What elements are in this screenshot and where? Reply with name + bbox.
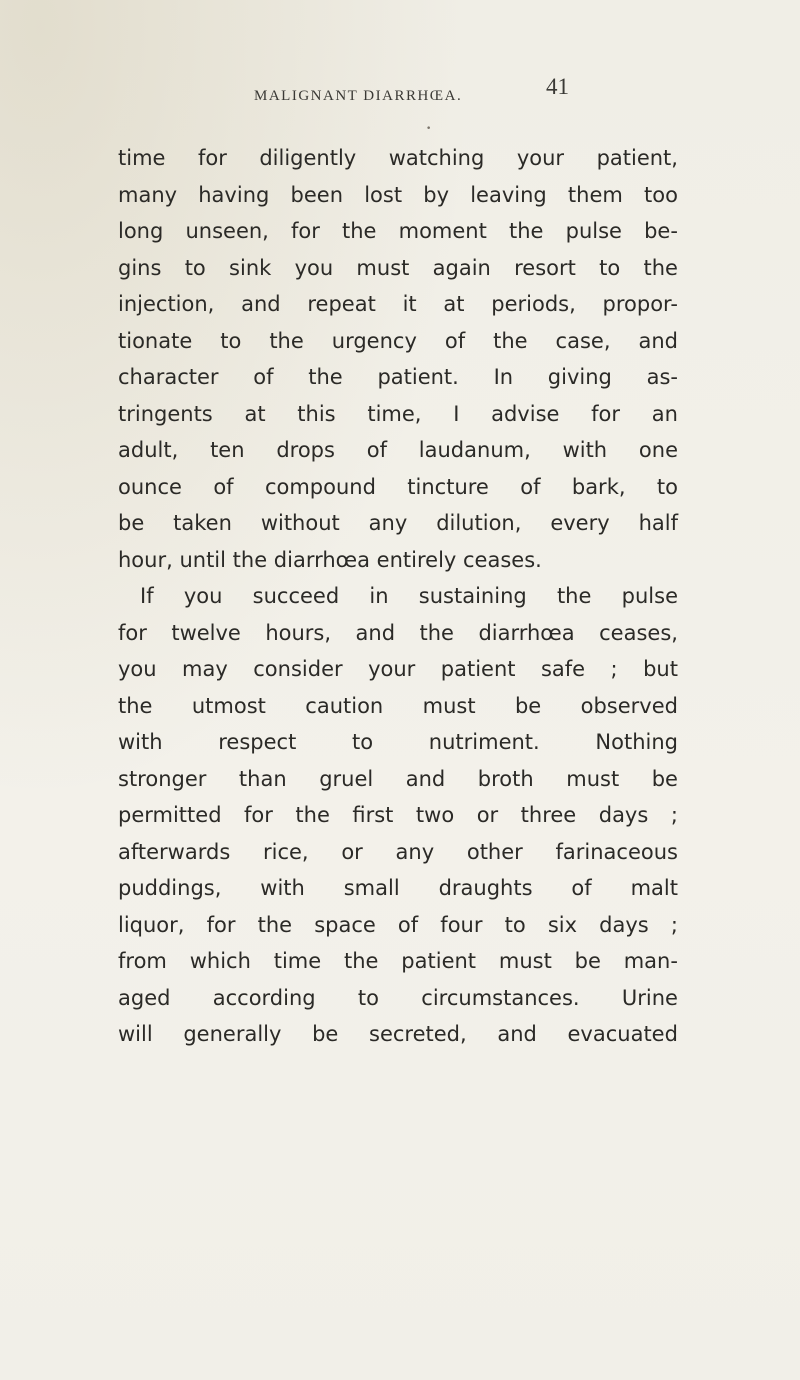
text-line: the utmost caution must be observed: [118, 693, 678, 718]
text-line: with respect to nutriment. Nothing: [118, 730, 678, 754]
text-line: injection, and repeat it at periods, propor-: [118, 292, 678, 316]
text-line: time for diligently watching your patient,: [118, 146, 678, 170]
text-line: stronger than gruel and broth must be: [118, 766, 678, 791]
text-line: from which time the patient must be man-: [118, 949, 678, 973]
page-number: 41: [546, 74, 569, 99]
text-line: for twelve hours, and the diarrhœa ceases,: [118, 620, 678, 645]
text-line: liquor, for the space of four to six days ;: [118, 912, 678, 937]
text-line: will generally be secreted, and evacuated: [118, 1022, 678, 1046]
running-title: MALIGNANT DIARRHŒA.: [254, 88, 463, 104]
text-line: tionate to the urgency of the case, and: [118, 328, 678, 353]
text-line: character of the patient. In giving as-: [118, 365, 678, 389]
text-line: many having been lost by leaving them too: [118, 182, 678, 207]
text-line: ounce of compound tincture of bark, to: [118, 474, 678, 499]
text-line: you may consider your patient safe ; but: [118, 657, 678, 681]
text-line: If you succeed in sustaining the pulse: [140, 584, 678, 608]
text-line: long unseen, for the moment the pulse be-: [118, 219, 678, 243]
text-line: aged according to circumstances. Urine: [118, 985, 678, 1010]
text-line: tringents at this time, I advise for an: [118, 401, 678, 426]
text-line: puddings, with small draughts of malt: [118, 876, 678, 900]
text-line: hour, until the diarrhœa entirely ceases.: [118, 547, 542, 572]
ornament-mark: •: [426, 124, 432, 134]
text-line: afterwards rice, or any other farinaceous: [118, 839, 678, 864]
text-line: adult, ten drops of laudanum, with one: [118, 438, 678, 462]
body-text: [118, 140, 678, 1053]
text-line: be taken without any dilution, every half: [118, 511, 678, 535]
text-line: permitted for the first two or three days ;: [118, 803, 678, 827]
text-line: gins to sink you must again resort to the: [118, 255, 678, 280]
